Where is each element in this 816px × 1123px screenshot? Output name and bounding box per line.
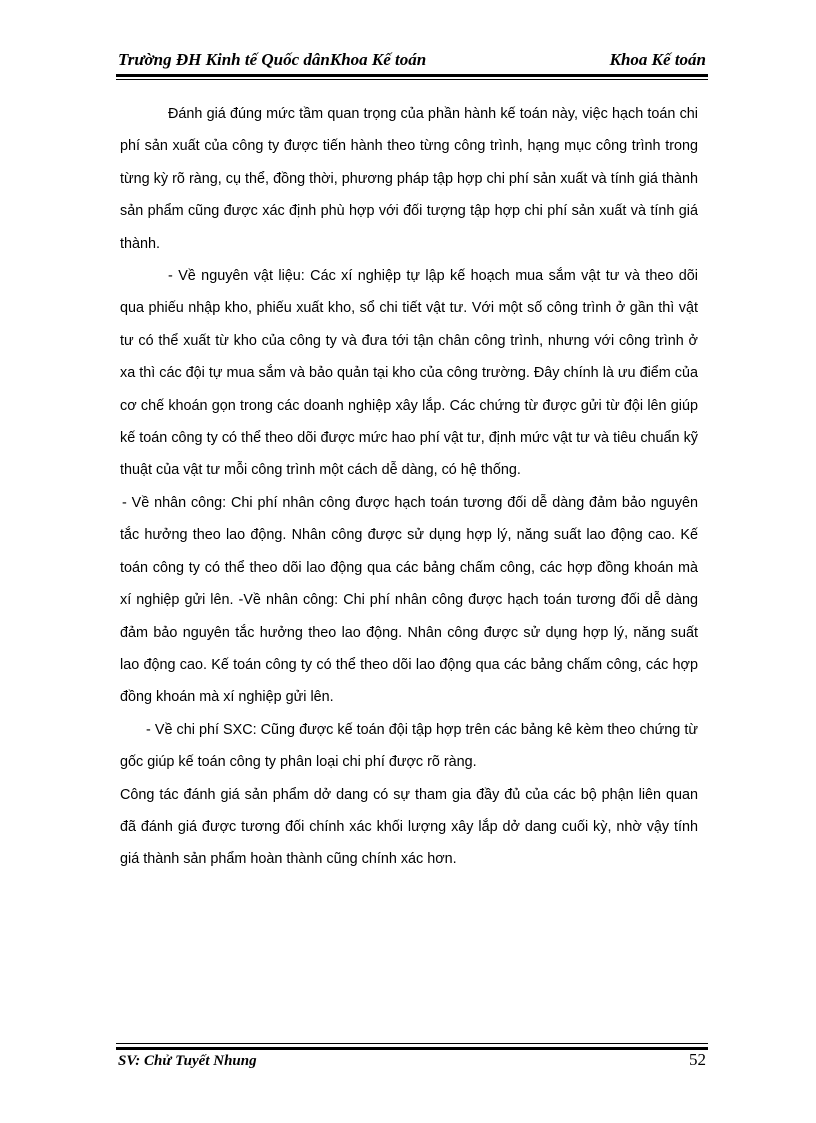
header-department: Khoa Kế toán bbox=[609, 50, 706, 69]
page-header bbox=[118, 50, 706, 76]
paragraph-wip: Công tác đánh giá sản phẩm dở dang có sự tham gia đầy đủ của các bộ phận liên quan đã đánh giá được tương đối chính xác khối lượng xây lắp dở dang cuối kỳ, nhờ vậy tính giá thành sản phẩm hoàn thành cũng chính xác hơn. bbox=[120, 786, 698, 868]
paragraph-overhead: - Về chi phí SXC: Cũng được kế toán đội tập hợp trên các bảng kê kèm theo chứng từ gốc giúp kế toán công ty phân loại chi phí được rõ ràng. bbox=[120, 721, 698, 771]
body-text bbox=[120, 98, 698, 876]
page-number: 52 bbox=[689, 1050, 706, 1069]
footer-rule-thin bbox=[116, 1043, 708, 1044]
footer-rule-thick bbox=[116, 1047, 708, 1050]
header-institution: Trường ĐH Kinh tế Quốc dânKhoa Kế toán bbox=[118, 50, 427, 69]
header-rule-thin bbox=[116, 79, 708, 80]
paragraph-materials: - Về nguyên vật liệu: Các xí nghiệp tự lập kế hoạch mua sắm vật tư và theo dõi qua phiếu nhập kho, phiếu xuất kho, sổ chi tiết vật tư. Với một số công trình ở gần thì vật tư có thể xuất từ kho của công ty và đưa tới tận chân công trình, nhưng với công trình ở xa thì các đội tự mua sắm và bảo quản tại kho của công trường. Đây chính là ưu điểm của cơ chế khoán gọn trong các doanh nghiệp xây lắp. Các chứng từ được gửi từ đội lên giúp kế toán công ty có thể theo dõi được mức hao phí vật tư, định mức vật tư và tiêu chuẩn kỹ thuật của vật tư mỗi công trình một cách dễ dàng, có hệ thống. bbox=[120, 268, 698, 479]
header-rule-thick bbox=[116, 74, 708, 77]
footer-author: SV: Chử Tuyết Nhung bbox=[118, 1053, 257, 1069]
paragraph-labor: - Về nhân công: Chi phí nhân công được hạch toán tương đối dễ dàng đảm bảo nguyên tắc hưởng theo lao động. Nhân công được sử dụng hợp lý, năng suất lao động cao. Kế toán công ty có thể theo dõi lao động qua các bảng chấm công, các hợp đồng khoán mà xí nghiệp gửi lên. -Về nhân công: Chi phí nhân công được hạch toán tương đối dễ dàng đảm bảo nguyên tắc hưởng theo lao động. Nhân công được sử dụng hợp lý, năng suất lao động cao. Kế toán công ty có thể theo dõi lao động qua các bảng chấm công, các hợp đồng khoán mà xí nghiệp gửi lên. bbox=[120, 494, 698, 706]
paragraph-overview: Đánh giá đúng mức tầm quan trọng của phần hành kế toán này, việc hạch toán chi phí sản xuất của công ty được tiến hành theo từng công trình, hạng mục công trình trong từng kỳ rõ ràng, cụ thể, đồng thời, phương pháp tập hợp chi phí sản xuất và tính giá thành sản phẩm cũng được xác định phù hợp với đối tượng tập hợp chi phí sản xuất và tính giá thành. bbox=[120, 106, 698, 252]
page-footer bbox=[118, 1050, 706, 1077]
